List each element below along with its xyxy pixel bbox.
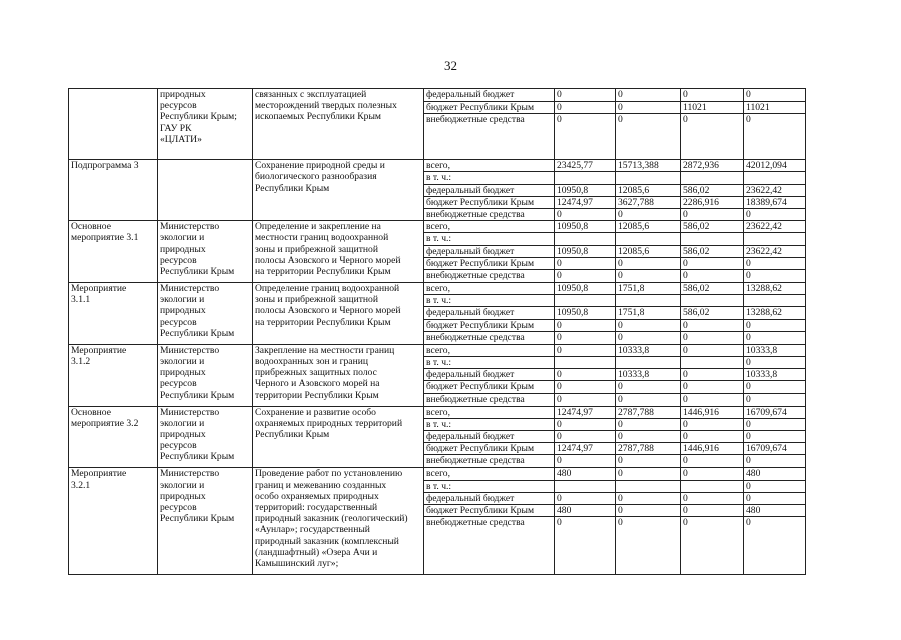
funding-source-cell: в т. ч.: xyxy=(424,172,555,184)
amount-cell: 0 xyxy=(681,369,744,381)
funding-source-cell: всего, xyxy=(424,344,555,356)
funding-source-cell: бюджет Республики Крым xyxy=(424,196,555,208)
amount-cell: 1751,8 xyxy=(616,283,681,295)
amount-cell: 0 xyxy=(681,431,744,443)
funding-source-cell: всего, xyxy=(424,283,555,295)
amount-cell: 586,02 xyxy=(681,184,744,196)
amount-cell: 586,02 xyxy=(681,245,744,257)
funding-source-cell: в т. ч.: xyxy=(424,233,555,245)
amount-cell: 0 xyxy=(744,517,806,575)
amount-cell xyxy=(744,172,806,184)
amount-cell: 0 xyxy=(616,455,681,468)
activity-name-cell: Основное мероприятие 3.1 xyxy=(69,221,158,283)
amount-cell: 0 xyxy=(555,455,616,468)
amount-cell: 0 xyxy=(744,393,806,406)
funding-source-cell: в т. ч.: xyxy=(424,295,555,307)
amount-cell: 10950,8 xyxy=(555,184,616,196)
amount-cell xyxy=(681,295,744,307)
funding-source-cell: федеральный бюджет xyxy=(424,184,555,196)
amount-cell: 0 xyxy=(616,270,681,283)
funding-source-cell: бюджет Республики Крым xyxy=(424,381,555,393)
amount-cell xyxy=(616,480,681,492)
amount-cell: 0 xyxy=(555,517,616,575)
amount-cell xyxy=(744,233,806,245)
amount-cell: 2286,916 xyxy=(681,196,744,208)
amount-cell: 2787,788 xyxy=(616,443,681,455)
amount-cell: 0 xyxy=(744,357,806,369)
amount-cell: 12085,6 xyxy=(616,245,681,257)
amount-cell: 0 xyxy=(681,418,744,430)
amount-cell xyxy=(616,357,681,369)
page-number: 32 xyxy=(444,58,457,73)
amount-cell: 0 xyxy=(744,270,806,283)
funding-source-cell: федеральный бюджет xyxy=(424,89,555,102)
amount-cell: 0 xyxy=(681,468,744,480)
amount-cell: 0 xyxy=(555,102,616,114)
activity-name-cell: Мероприятие 3.1.2 xyxy=(69,344,158,406)
executor-cell: природных ресурсов Республики Крым; ГАУ РК «ЦЛАТИ» xyxy=(158,89,253,160)
amount-cell: 10333,8 xyxy=(744,344,806,356)
amount-cell: 0 xyxy=(616,89,681,102)
executor-cell xyxy=(158,160,253,221)
executor-cell: Министерство экологии и природных ресурсов Республики Крым xyxy=(158,221,253,283)
amount-cell: 0 xyxy=(616,102,681,114)
executor-cell: Министерство экологии и природных ресурсов Республики Крым xyxy=(158,468,253,575)
activity-name-cell: Мероприятие 3.1.1 xyxy=(69,283,158,345)
table-row xyxy=(69,283,806,295)
amount-cell: 0 xyxy=(681,492,744,504)
amount-cell: 16709,674 xyxy=(744,406,806,418)
amount-cell: 10333,8 xyxy=(616,344,681,356)
amount-cell xyxy=(744,295,806,307)
amount-cell: 10950,8 xyxy=(555,307,616,319)
description-cell: Определение границ водоохранной зоны и прибрежной защитной полосы Азовского и Черного морей на территории Республики Крым xyxy=(253,283,424,345)
description-cell: Определение и закрепление на местности границ водоохранной зоны и прибрежной защитной полосы Азовского и Черного морей на территории Республики Крым xyxy=(253,221,424,283)
amount-cell: 0 xyxy=(616,505,681,517)
amount-cell: 10333,8 xyxy=(744,369,806,381)
funding-source-cell: федеральный бюджет xyxy=(424,431,555,443)
amount-cell: 11021 xyxy=(681,102,744,114)
table-row xyxy=(69,344,806,356)
budget-table xyxy=(68,88,806,575)
amount-cell: 586,02 xyxy=(681,307,744,319)
amount-cell: 0 xyxy=(616,381,681,393)
funding-source-cell: федеральный бюджет xyxy=(424,492,555,504)
amount-cell: 0 xyxy=(616,517,681,575)
amount-cell: 0 xyxy=(555,418,616,430)
amount-cell: 480 xyxy=(555,505,616,517)
amount-cell: 1446,916 xyxy=(681,406,744,418)
amount-cell: 0 xyxy=(744,381,806,393)
amount-cell: 10333,8 xyxy=(616,369,681,381)
amount-cell: 0 xyxy=(744,418,806,430)
funding-source-cell: федеральный бюджет xyxy=(424,307,555,319)
amount-cell: 0 xyxy=(555,89,616,102)
budget-table-body xyxy=(69,89,806,575)
amount-cell: 0 xyxy=(555,381,616,393)
amount-cell xyxy=(555,172,616,184)
amount-cell xyxy=(616,233,681,245)
amount-cell: 0 xyxy=(681,89,744,102)
amount-cell xyxy=(681,480,744,492)
funding-source-cell: в т. ч.: xyxy=(424,357,555,369)
amount-cell: 12085,6 xyxy=(616,184,681,196)
funding-source-cell: внебюджетные средства xyxy=(424,517,555,575)
amount-cell: 0 xyxy=(555,431,616,443)
amount-cell: 0 xyxy=(681,381,744,393)
table-row xyxy=(69,468,806,480)
amount-cell: 0 xyxy=(555,209,616,221)
activity-name-cell: Подпрограмма 3 xyxy=(69,160,158,221)
amount-cell: 0 xyxy=(744,114,806,160)
activity-name-cell: Основное мероприятие 3.2 xyxy=(69,406,158,468)
funding-source-cell: внебюджетные средства xyxy=(424,331,555,344)
amount-cell: 0 xyxy=(555,114,616,160)
funding-source-cell: бюджет Республики Крым xyxy=(424,443,555,455)
amount-cell: 0 xyxy=(681,505,744,517)
amount-cell: 0 xyxy=(616,114,681,160)
amount-cell: 480 xyxy=(555,468,616,480)
amount-cell: 0 xyxy=(681,517,744,575)
amount-cell: 15713,388 xyxy=(616,160,681,172)
amount-cell: 586,02 xyxy=(681,221,744,233)
funding-source-cell: внебюджетные средства xyxy=(424,393,555,406)
table-row xyxy=(69,221,806,233)
table-row xyxy=(69,406,806,418)
funding-source-cell: федеральный бюджет xyxy=(424,369,555,381)
amount-cell: 0 xyxy=(555,492,616,504)
amount-cell: 0 xyxy=(681,114,744,160)
amount-cell: 18389,674 xyxy=(744,196,806,208)
amount-cell xyxy=(555,480,616,492)
amount-cell: 0 xyxy=(555,319,616,331)
amount-cell: 0 xyxy=(744,331,806,344)
amount-cell: 0 xyxy=(555,270,616,283)
amount-cell: 0 xyxy=(744,257,806,269)
amount-cell: 0 xyxy=(744,209,806,221)
description-cell: связанных с эксплуатацией месторождений твердых полезных ископаемых Республики Крым xyxy=(253,89,424,160)
funding-source-cell: всего, xyxy=(424,221,555,233)
executor-cell: Министерство экологии и природных ресурсов Республики Крым xyxy=(158,344,253,406)
amount-cell: 0 xyxy=(744,431,806,443)
amount-cell: 12085,6 xyxy=(616,221,681,233)
executor-cell: Министерство экологии и природных ресурсов Республики Крым xyxy=(158,283,253,345)
amount-cell: 0 xyxy=(681,344,744,356)
amount-cell: 0 xyxy=(616,468,681,480)
funding-source-cell: внебюджетные средства xyxy=(424,455,555,468)
funding-source-cell: в т. ч.: xyxy=(424,418,555,430)
amount-cell: 0 xyxy=(616,319,681,331)
amount-cell: 2872,936 xyxy=(681,160,744,172)
amount-cell xyxy=(681,233,744,245)
amount-cell: 0 xyxy=(681,331,744,344)
amount-cell: 480 xyxy=(744,468,806,480)
amount-cell: 0 xyxy=(744,455,806,468)
amount-cell xyxy=(555,357,616,369)
funding-source-cell: федеральный бюджет xyxy=(424,245,555,257)
amount-cell: 0 xyxy=(681,257,744,269)
amount-cell: 0 xyxy=(616,393,681,406)
funding-source-cell: всего, xyxy=(424,468,555,480)
amount-cell: 10950,8 xyxy=(555,245,616,257)
amount-cell: 12474,97 xyxy=(555,443,616,455)
funding-source-cell: всего, xyxy=(424,406,555,418)
amount-cell xyxy=(616,295,681,307)
funding-source-cell: бюджет Республики Крым xyxy=(424,257,555,269)
amount-cell: 1446,916 xyxy=(681,443,744,455)
amount-cell: 480 xyxy=(744,505,806,517)
amount-cell: 0 xyxy=(744,480,806,492)
amount-cell xyxy=(555,233,616,245)
funding-source-cell: внебюджетные средства xyxy=(424,114,555,160)
amount-cell: 12474,97 xyxy=(555,406,616,418)
amount-cell: 13288,62 xyxy=(744,307,806,319)
funding-source-cell: внебюджетные средства xyxy=(424,209,555,221)
description-cell: Сохранение природной среды и биологического разнообразия Республики Крым xyxy=(253,160,424,221)
funding-source-cell: в т. ч.: xyxy=(424,480,555,492)
funding-source-cell: внебюджетные средства xyxy=(424,270,555,283)
amount-cell: 0 xyxy=(681,209,744,221)
amount-cell: 0 xyxy=(616,492,681,504)
amount-cell xyxy=(555,295,616,307)
executor-cell: Министерство экологии и природных ресурсов Республики Крым xyxy=(158,406,253,468)
amount-cell: 3627,788 xyxy=(616,196,681,208)
amount-cell: 2787,788 xyxy=(616,406,681,418)
amount-cell: 0 xyxy=(744,89,806,102)
amount-cell: 16709,674 xyxy=(744,443,806,455)
amount-cell: 0 xyxy=(555,344,616,356)
activity-name-cell: Мероприятие 3.2.1 xyxy=(69,468,158,575)
amount-cell: 0 xyxy=(616,431,681,443)
amount-cell: 0 xyxy=(681,270,744,283)
amount-cell: 10950,8 xyxy=(555,283,616,295)
amount-cell: 0 xyxy=(616,331,681,344)
amount-cell: 23425,77 xyxy=(555,160,616,172)
amount-cell: 23622,42 xyxy=(744,184,806,196)
amount-cell: 0 xyxy=(681,455,744,468)
amount-cell: 0 xyxy=(555,257,616,269)
amount-cell: 12474,97 xyxy=(555,196,616,208)
amount-cell: 0 xyxy=(616,418,681,430)
amount-cell: 23622,42 xyxy=(744,221,806,233)
funding-source-cell: всего, xyxy=(424,160,555,172)
amount-cell xyxy=(616,172,681,184)
amount-cell: 10950,8 xyxy=(555,221,616,233)
amount-cell: 0 xyxy=(744,319,806,331)
amount-cell: 0 xyxy=(744,492,806,504)
amount-cell: 0 xyxy=(555,369,616,381)
funding-source-cell: бюджет Республики Крым xyxy=(424,319,555,331)
funding-source-cell: бюджет Республики Крым xyxy=(424,505,555,517)
description-cell: Закрепление на местности границ водоохранных зон и границ прибрежных защитных полос Черного и Азовского морей на территории Республики Крым xyxy=(253,344,424,406)
amount-cell: 1751,8 xyxy=(616,307,681,319)
activity-name-cell xyxy=(69,89,158,160)
table-row xyxy=(69,89,806,102)
amount-cell: 13288,62 xyxy=(744,283,806,295)
amount-cell: 586,02 xyxy=(681,283,744,295)
table-row xyxy=(69,160,806,172)
amount-cell: 0 xyxy=(681,319,744,331)
amount-cell xyxy=(681,172,744,184)
amount-cell: 11021 xyxy=(744,102,806,114)
description-cell: Проведение работ по установлению границ и межеванию созданных особо охраняемых природных территорий: государственный природный заказник (геологический) «Аунлар»; государственный природный заказник (комплексный (ландшафтный) «Озера Ачи и Камышинский луг»; xyxy=(253,468,424,575)
funding-source-cell: бюджет Республики Крым xyxy=(424,102,555,114)
description-cell: Сохранение и развитие особо охраняемых природных территорий Республики Крым xyxy=(253,406,424,468)
amount-cell: 0 xyxy=(555,331,616,344)
amount-cell: 0 xyxy=(616,209,681,221)
amount-cell: 23622,42 xyxy=(744,245,806,257)
amount-cell: 0 xyxy=(616,257,681,269)
amount-cell: 0 xyxy=(681,393,744,406)
amount-cell xyxy=(681,357,744,369)
amount-cell: 42012,094 xyxy=(744,160,806,172)
amount-cell: 0 xyxy=(555,393,616,406)
